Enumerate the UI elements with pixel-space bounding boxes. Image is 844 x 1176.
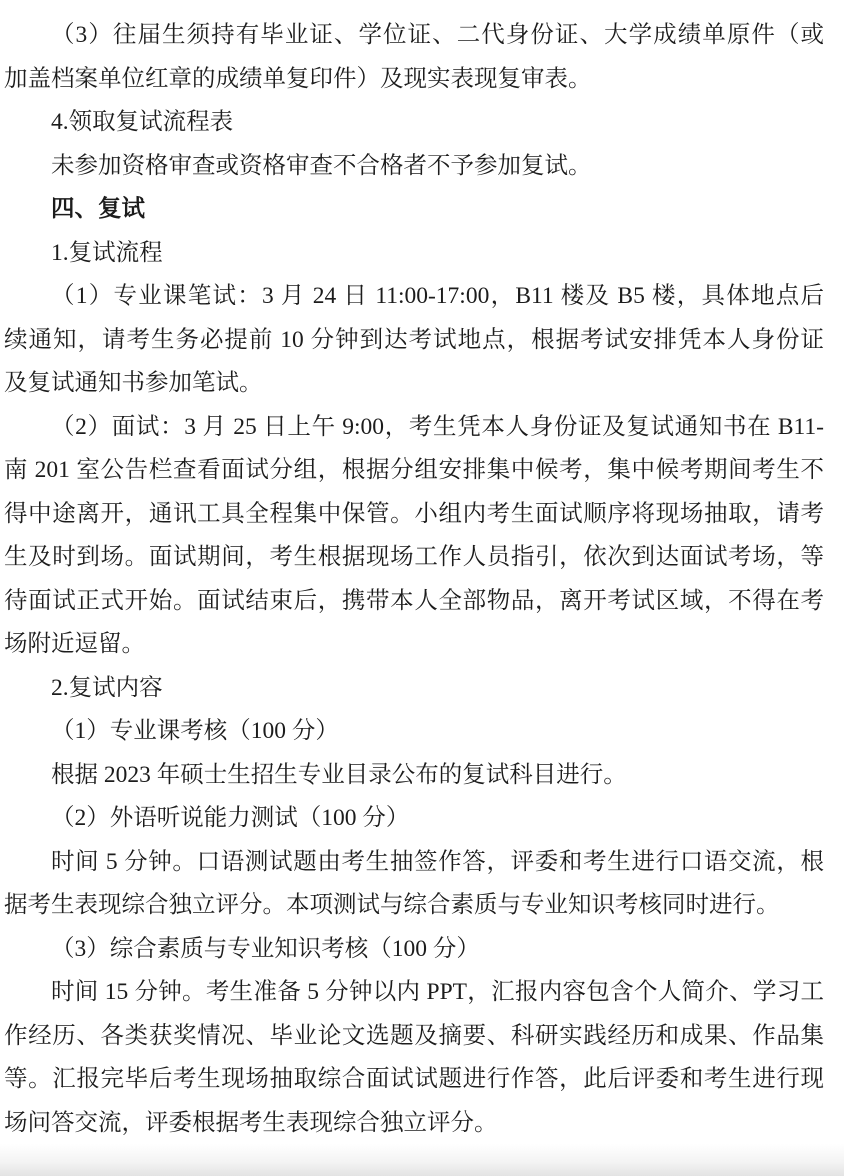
document-line: （3）综合素质与专业知识考核（100 分） — [51, 935, 480, 962]
document-line: 时间 15 分钟。考生准备 5 分钟以内 PPT，汇报内容包含个人简介、学习工 — [51, 979, 824, 1005]
document-line: 得中途离开，通讯工具全程集中保管。小组内考生面试顺序将现场抽取，请考 — [4, 500, 824, 527]
document-line: （2）外语听说能力测试（100 分） — [51, 805, 410, 831]
document-line: 未参加资格审查或资格审查不合格者不予参加复试。 — [51, 152, 592, 179]
document-line: 等。汇报完毕后考生现场抽取综合面试试题进行作答，此后评委和考生进行现 — [4, 1066, 824, 1092]
document-line: 作经历、各类获奖情况、毕业论文选题及摘要、科研实践经历和成果、作品集 — [4, 1022, 824, 1049]
document-line: 待面试正式开始。面试结束后，携带本人全部物品，离开考试区域，不得在考 — [4, 587, 824, 614]
document-line: 场问答交流，评委根据考生表现综合独立评分。 — [4, 1109, 498, 1136]
document-line: 2.复试内容 — [51, 674, 163, 701]
document-body — [4, 14, 824, 1145]
document-line: 续通知，请考生务必提前 10 分钟到达考试地点，根据考试安排凭本人身份证 — [4, 326, 824, 353]
document-line: 加盖档案单位红章的成绩单复印件）及现实表现复审表。 — [4, 65, 592, 92]
document-line: 时间 5 分钟。口语测试题由考生抽签作答，评委和考生进行口语交流，根 — [51, 848, 824, 875]
document-line: 根据 2023 年硕士生招生专业目录公布的复试科目进行。 — [51, 761, 627, 788]
document-line: 南 201 室公告栏查看面试分组，根据分组安排集中候考，集中候考期间考生不 — [4, 457, 824, 483]
document-line: （1）专业课考核（100 分） — [51, 718, 339, 744]
document-line: 据考生表现综合独立评分。本项测试与综合素质与专业知识考核同时进行。 — [4, 892, 780, 918]
page-bottom-edge-shadow — [0, 1144, 844, 1176]
document-line: 场附近逗留。 — [4, 631, 145, 657]
document-line: 4.领取复试流程表 — [51, 109, 234, 135]
document-line: 及复试通知书参加笔试。 — [4, 370, 263, 396]
document-line: 生及时到场。面试期间，考生根据现场工作人员指引，依次到达面试考场，等 — [4, 544, 824, 570]
section-heading: 四、复试 — [51, 196, 145, 222]
document-line: （3）往届生须持有毕业证、学位证、二代身份证、大学成绩单原件（或 — [51, 22, 824, 48]
document-line: （2）面试：3 月 25 日上午 9:00，考生凭本人身份证及复试通知书在 B11- — [51, 413, 824, 440]
document-line: （1）专业课笔试：3 月 24 日 11:00-17:00，B11 楼及 B5 楼，具体地点后 — [51, 283, 824, 309]
document-line: 1.复试流程 — [51, 239, 163, 266]
